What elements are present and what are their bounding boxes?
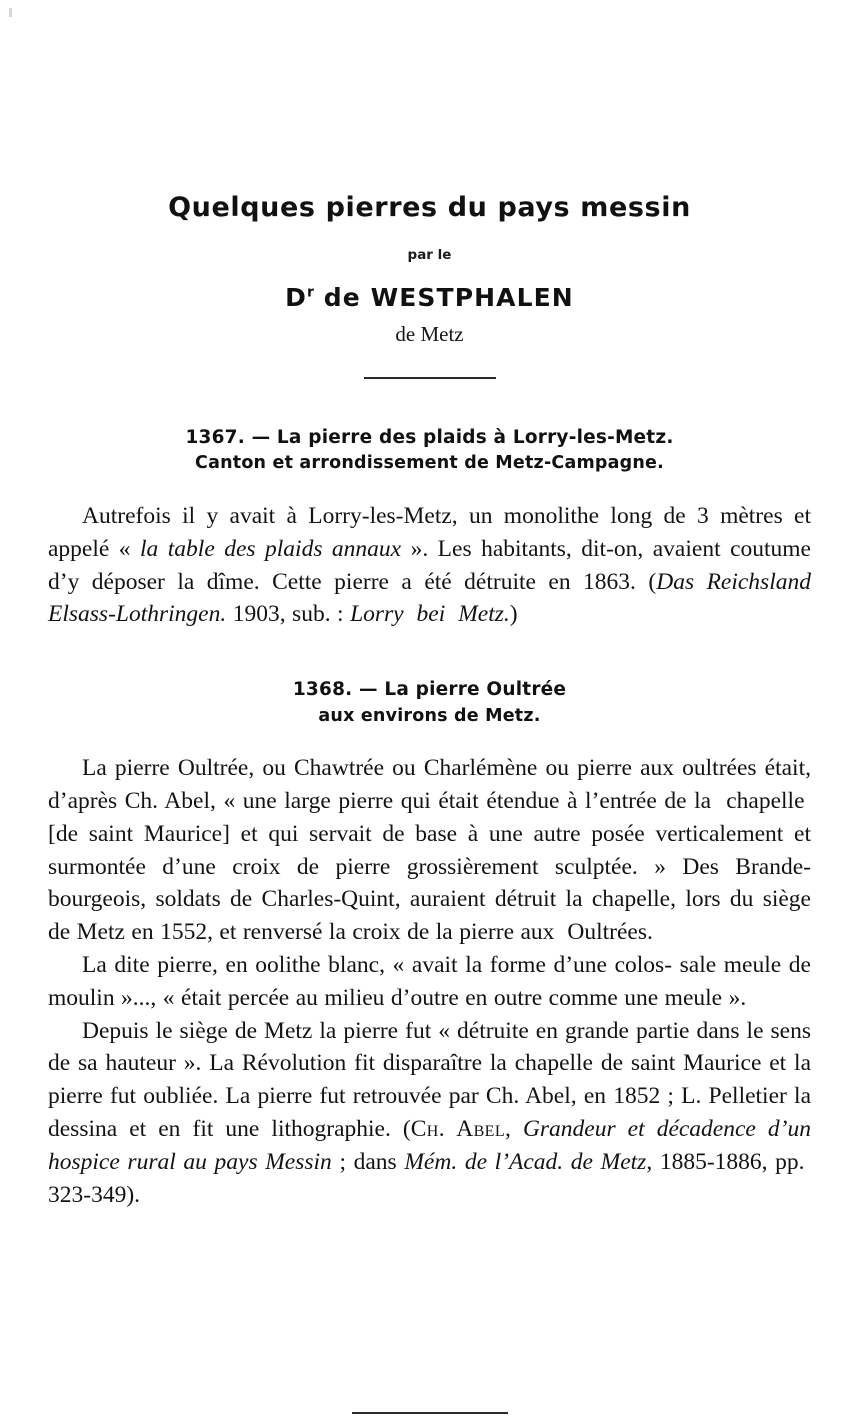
entry-1367 [48, 425, 811, 631]
header-divider [364, 377, 496, 379]
citation-work-title: Grandeur et décadence d’un hospice rural au pays Messin [48, 1115, 811, 1175]
entry-1368-paragraph-2: La dite pierre, en oolithe blanc, « avait la forme d’une colos- sale meule de moulin »..., « était percée au milieu d’outre en outre comme une meule ». [48, 952, 811, 1011]
entry-1367-paragraph-1: Autrefois il y avait à Lorry-les-Metz, un monolithe long de 3 mètres et appelé « la table des plaids annaux ». Les habitants, dit-on, avaient coutume d’y déposer la dîme. Cette pierre a été détruite en 1863. (Das Reichsland Elsass-Lothringen. 1903, sub. : Lorry bei Metz.) [48, 503, 811, 628]
entry-1368-paragraph-3: Depuis le siège de Metz la pierre fut « détruite en grande partie dans le sens de sa hauteur ». La Révolution fit disparaître la chapelle de saint Maurice et la pierre fut oubliée. La pierre fut retrouvée par Ch. Abel, en 1852 ; L. Pelletier la dessina et en fit une lithographie. (Ch. Abel, Grandeur et décadence d’un hospice rural au pays Messin ; dans Mém. de l’Acad. de Metz, 1885-1886, pp. 323-349). [48, 1017, 812, 1208]
entry-1368 [48, 677, 811, 1211]
footer-divider [0, 1412, 859, 1414]
entry-1368-paragraph-1: La pierre Oultrée, ou Chawtrée ou Charlémène ou pierre aux oultrées était, d’après Ch. Abel, « une large pierre qui était étendue à l’entrée de la chapelle [de saint Maurice] et qui servait de base à une autre posée verticalement et surmontée d’une croix de pierre grossièrement sculptée. » Des Brande- bourgeois, soldats de Charles-Quint, auraient détruit la chapelle, lors du siège de Metz en 1552, et renversé la croix de la pierre aux Oultrées. [48, 755, 811, 946]
author-place: de Metz [395, 322, 464, 346]
entry-1368-number-title: 1368. — La pierre Oultrée [292, 679, 567, 701]
scan-artifact-mark [9, 8, 12, 17]
page-title: Quelques pierres du pays messin [168, 192, 691, 223]
footer-divider-line [352, 1412, 508, 1414]
author-title-superscript: r [307, 284, 314, 301]
author-title-abbrev: D [285, 283, 308, 312]
byline-prefix: par le [407, 247, 452, 263]
entry-1368-heading [48, 677, 811, 728]
author-surname: de WESTPHALEN [313, 283, 574, 312]
entry-1368-subtitle: aux environs de Metz. [318, 705, 541, 726]
citation-journal: Mém. de l’Acad. de Metz [404, 1148, 647, 1175]
citation-author: Ch. Abel [410, 1115, 505, 1142]
entry-1367-subtitle: Canton et arrondissement de Metz-Campagne. [195, 453, 664, 474]
cited-work-entry: Lorry bei Metz. [350, 601, 510, 628]
cited-work-title: Das Reichsland Elsass-Lothringen. [48, 568, 811, 628]
entry-1367-heading [48, 425, 811, 476]
quoted-italic-phrase: la table des plaids annaux [140, 535, 402, 562]
entry-1367-number-title: 1367. — La pierre des plaids à Lorry-les-Metz. [185, 427, 674, 448]
author-name [48, 283, 811, 312]
